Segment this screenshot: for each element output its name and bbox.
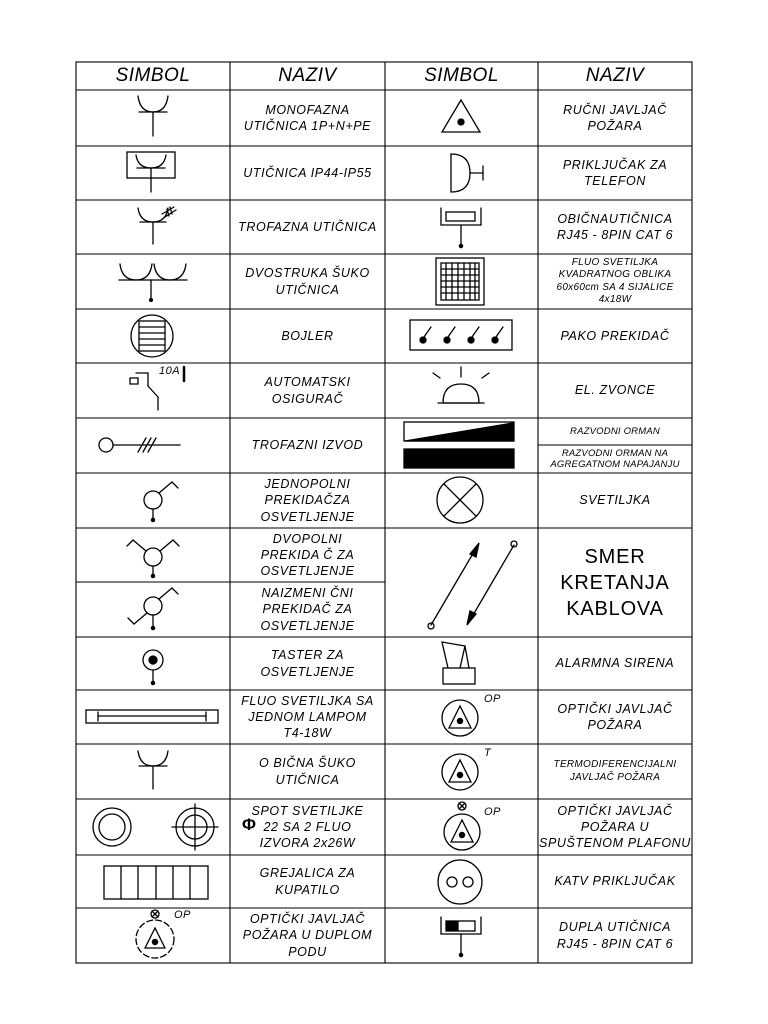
left-name-5: BOJLER (281, 328, 334, 343)
header-simbol-right: SIMBOL (424, 64, 499, 86)
left-name-1: MONOFAZNA UTIČNICA 1P+N+PE (243, 102, 372, 133)
fluo-kvadratna-icon (436, 258, 484, 305)
phi-symbol: Φ (242, 815, 257, 834)
left-name-12: FLUO SVETILJKA SA JEDNOM LAMPOM T4-18W (241, 693, 374, 741)
right-name-16: DUPLA UTIČNICA RJ45 - 8PIN CAT 6 (556, 920, 674, 951)
naizmenicni-prekidac-icon (128, 588, 178, 630)
trofazni-izvod-icon (99, 438, 180, 452)
header-naziv-right: NAZIV (585, 64, 645, 86)
fluo-svetiljka-icon (86, 710, 218, 723)
right-name-4: FLUO SVETILJKA KVADRATNOG OBLIKA 60x60cm SA 4 SIJALICE 4x18W (556, 256, 674, 305)
telefon-icon (451, 154, 483, 192)
left-name-7: TROFAZNI IZVOD (251, 438, 364, 453)
left-name-6: AUTOMATSKI OSIGURAČ (264, 375, 351, 406)
symbol-legend-table (76, 62, 692, 963)
left-name-16: OPTIČKI JAVLJAČ POŽARA U DUPLOM PODU (242, 912, 373, 959)
opticki-javljac-icon (442, 700, 478, 736)
right-name-10: SMER KRETANJA KABLOVA (560, 545, 670, 620)
razvodni-orman-agregat-icon (404, 449, 514, 468)
right-name-5: PAKO PREKIDAČ (560, 328, 670, 343)
left-name-10: NAIZMENI ČNI PREKIDAČ ZA OSVETLJENJE (260, 586, 355, 633)
smer-kretanja-icon (428, 541, 517, 629)
right-name-11: ALARMNA SIRENA (555, 656, 675, 671)
rj45-uticnica-icon (441, 208, 481, 248)
right-name-7: RAZVODNI ORMAN (570, 425, 660, 437)
header-naziv-left: NAZIV (278, 64, 337, 86)
opticki-javljac-plafon-icon (444, 802, 480, 850)
header-simbol-left: SIMBOL (115, 64, 191, 86)
left-name-9: DVOPOLNI PREKIDA Č ZA OSVETLJENJE (260, 531, 355, 579)
taster-icon (143, 650, 163, 685)
opticki-javljac-pod-icon (136, 910, 174, 958)
uticnica-ip44-icon (127, 152, 175, 192)
right-name-2: PRIKLJUČAK ZA TELEFON (562, 157, 668, 188)
right-name-14: OPTIČKI JAVLJAČ POŽARA U SPUŠTENOM PLAFONU (539, 803, 691, 851)
right-name-3: OBIČNAUTIČNICA RJ45 - 8PIN CAT 6 (556, 211, 674, 242)
spot-svetiljke-icon (93, 804, 218, 850)
bojler-icon (131, 315, 173, 357)
left-name-3: TROFAZNA UTIČNICA (238, 219, 377, 234)
obicna-suko-uticnica-icon (138, 751, 168, 789)
op-label-opticki: OP (484, 693, 501, 705)
zvonce-icon (433, 367, 489, 403)
right-name-12: OPTIČKI JAVLJAČ POŽARA (557, 701, 673, 732)
left-name-2: UTIČNICA IP44-IP55 (243, 165, 372, 180)
right-name-6: EL. ZVONCE (574, 383, 656, 398)
left-name-8: JEDNOPOLNI PREKIDAČZA OSVETLJENJE (260, 477, 355, 524)
termodiferencijalni-icon (442, 754, 478, 790)
dvopolni-prekidac-icon (127, 540, 179, 578)
right-name-8: RAZVODNI ORMAN NA AGREGATNOM NAPAJANJU (550, 447, 680, 470)
katv-icon (438, 860, 482, 904)
right-name-9: SVETILJKA (579, 493, 651, 508)
right-name-15: KATV PRIKLJUČAK (554, 874, 676, 889)
rucni-javljac-icon (442, 100, 480, 132)
dvostruka-uticnica-icon (119, 264, 187, 301)
left-name-4: DVOSTRUKA ŠUKO UTIČNICA (245, 266, 370, 297)
left-name-15: GREJALICA ZA KUPATILO (259, 866, 356, 897)
fuse-rating-label: 10A (159, 365, 181, 377)
left-name-11: TASTER ZA OSVETLJENJE (260, 648, 355, 679)
svetiljka-icon (437, 477, 483, 523)
left-name-14: SPOT SVETILJKE 22 SA 2 FLUO IZVORA 2x26W (251, 803, 364, 851)
razvodni-orman-icon (404, 422, 514, 441)
alarmna-sirena-icon (442, 642, 475, 684)
jednopolni-prekidac-icon (144, 482, 178, 522)
grejalica-icon (104, 866, 208, 899)
right-name-1: RUČNI JAVLJAČ POŽARA (563, 102, 667, 133)
right-name-13: TERMODIFERENCIJALNI JAVLJAČ POŽARA (553, 759, 677, 783)
left-name-13: O BIČNA ŠUKO UTIČNICA (258, 756, 357, 787)
op-label-pod: OP (174, 909, 191, 921)
monofazna-uticnica-icon (138, 96, 168, 136)
trofazna-uticnica-icon (138, 207, 176, 244)
op-label-plafon: OP (484, 806, 501, 818)
pako-prekidac-icon (410, 320, 512, 350)
dupla-rj45-icon (441, 917, 481, 957)
t-label-termo: T (484, 747, 492, 759)
